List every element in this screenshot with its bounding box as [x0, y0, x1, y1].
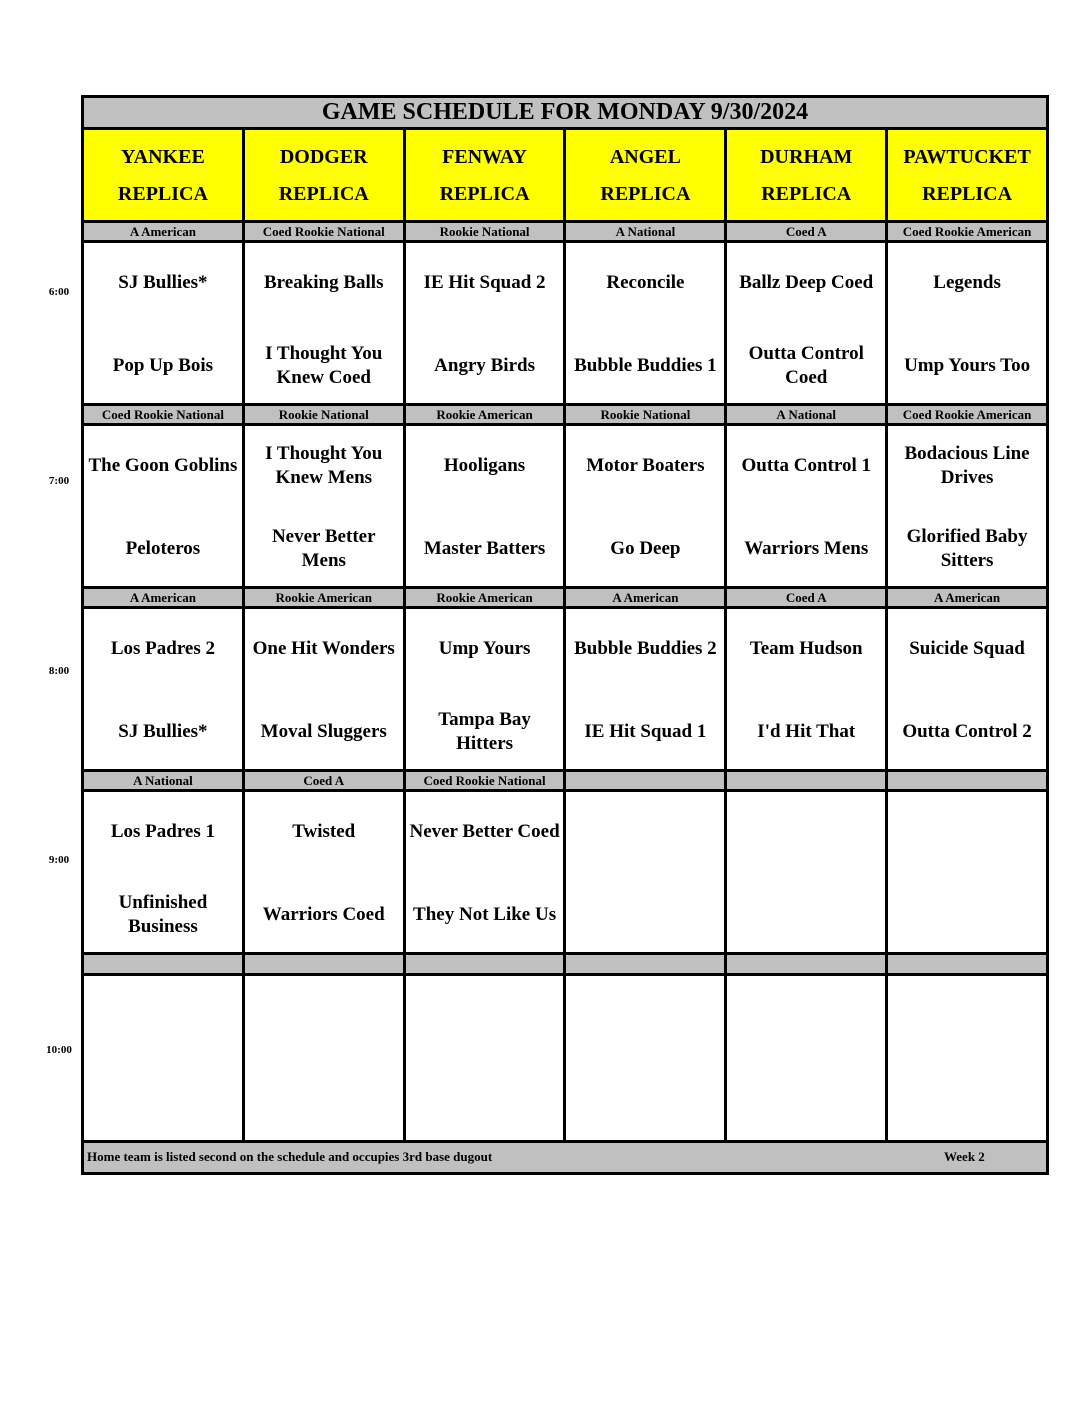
game-cell [243, 791, 404, 954]
away-team: Breaking Balls [264, 272, 384, 293]
time-label: 6:00 [48, 286, 70, 298]
away-team: Los Padres 1 [110, 821, 215, 842]
game-cell [243, 425, 404, 588]
field-header [565, 129, 726, 222]
away-team: Legends [933, 272, 1001, 293]
division-row [83, 771, 1048, 791]
time-label: 10:00 [46, 1044, 72, 1056]
home-team: Angry Birds [434, 355, 535, 376]
away-team: Reconcile [606, 272, 685, 293]
game-row [83, 242, 1048, 405]
footer-cell [83, 1142, 1048, 1174]
empty-game-cell [404, 975, 565, 1142]
game-slots [83, 222, 1048, 954]
game-cell [83, 608, 244, 771]
home-team: Outta Control Coed [748, 343, 864, 388]
home-team [727, 885, 885, 945]
home-team: I'd Hit That [757, 721, 856, 742]
field-sub: REPLICA [761, 182, 852, 205]
game-cell [243, 242, 404, 405]
field-sub: REPLICA [117, 182, 208, 205]
schedule-title: GAME SCHEDULE FOR MONDAY 9/30/2024 [83, 97, 1048, 129]
time-label: 8:00 [48, 665, 70, 677]
home-team [888, 885, 1046, 945]
division-row [83, 222, 1048, 242]
division-label: Rookie American [404, 405, 565, 425]
game-cell [83, 791, 244, 954]
away-team: I Thought You Knew Mens [265, 443, 383, 488]
divider-cell [565, 954, 726, 975]
division-label: Rookie National [404, 222, 565, 242]
empty-game-cell [243, 975, 404, 1142]
division-label: Coed Rookie National [83, 405, 244, 425]
empty-game-cell [565, 975, 726, 1142]
game-row [83, 608, 1048, 771]
home-team: Bubble Buddies 1 [574, 355, 717, 376]
footer-note: Home team is listed second on the schedule and occupies 3rd base dugout [87, 1149, 493, 1164]
empty-game-cell [887, 975, 1048, 1142]
division-row [83, 588, 1048, 608]
division-label: Coed Rookie American [887, 222, 1048, 242]
field-header [726, 129, 887, 222]
division-label: Coed Rookie National [243, 222, 404, 242]
division-label: Rookie National [243, 405, 404, 425]
home-team: Peloteros [125, 538, 201, 559]
game-cell [726, 425, 887, 588]
away-team: Twisted [292, 821, 356, 842]
away-team: Team Hudson [749, 638, 863, 659]
division-label: Rookie American [243, 588, 404, 608]
game-cell [243, 608, 404, 771]
division-label: Coed Rookie National [404, 771, 565, 791]
empty-game-cell [83, 975, 244, 1142]
home-team: Warriors Coed [262, 904, 385, 925]
week-label: Week 2 [944, 1149, 985, 1164]
field-name: FENWAY [442, 145, 527, 168]
field-header [404, 129, 565, 222]
division-label: A National [726, 405, 887, 425]
schedule-sheet [81, 95, 1049, 1175]
game-cell [404, 242, 565, 405]
divider-cell [726, 954, 887, 975]
empty-game-cell [726, 975, 887, 1142]
divider-cell [83, 954, 244, 975]
away-team: Never Better Coed [409, 821, 560, 842]
division-label: Coed A [726, 222, 887, 242]
away-team [727, 802, 885, 862]
away-team: Suicide Squad [909, 638, 1025, 659]
division-label: Rookie American [404, 588, 565, 608]
field-sub: REPLICA [278, 182, 369, 205]
division-label: Coed A [243, 771, 404, 791]
home-team: Go Deep [610, 538, 681, 559]
game-cell [887, 242, 1048, 405]
home-team: Never Better Mens [271, 526, 376, 571]
division-label: Coed Rookie American [887, 405, 1048, 425]
game-cell [404, 791, 565, 954]
home-team: SJ Bullies* [118, 721, 208, 742]
home-team: They Not Like Us [413, 904, 557, 925]
field-header [887, 129, 1048, 222]
home-team: Warriors Mens [744, 538, 869, 559]
away-team: Motor Boaters [586, 455, 705, 476]
field-sub: REPLICA [922, 182, 1013, 205]
game-cell [726, 242, 887, 405]
home-team: Master Batters [423, 538, 546, 559]
home-team: I Thought You Knew Coed [265, 343, 383, 388]
home-team: Tampa Bay Hitters [438, 709, 531, 754]
empty-slot-row [83, 975, 1048, 1142]
game-cell [887, 425, 1048, 588]
game-cell [565, 425, 726, 588]
away-team: IE Hit Squad 2 [423, 272, 546, 293]
home-team: Pop Up Bois [112, 355, 214, 376]
home-team: Unfinished Business [118, 892, 208, 937]
field-name: DODGER [279, 145, 368, 168]
field-sub: REPLICA [600, 182, 691, 205]
schedule-table [81, 95, 1049, 1175]
game-cell [887, 791, 1048, 954]
home-team [566, 885, 724, 945]
division-label: A American [83, 588, 244, 608]
division-label: A American [565, 588, 726, 608]
field-name: ANGEL [609, 145, 681, 168]
home-team: Ump Yours Too [904, 355, 1031, 376]
away-team: SJ Bullies* [118, 272, 208, 293]
game-cell [726, 791, 887, 954]
game-cell [83, 242, 244, 405]
game-cell [565, 242, 726, 405]
home-team: IE Hit Squad 1 [584, 721, 707, 742]
game-cell [404, 425, 565, 588]
away-team [566, 802, 724, 862]
away-team: Ballz Deep Coed [739, 272, 874, 293]
field-name: YANKEE [121, 145, 205, 168]
field-header-row [83, 129, 1048, 222]
game-row [83, 791, 1048, 954]
game-cell [404, 608, 565, 771]
division-label: A American [887, 588, 1048, 608]
time-label: 9:00 [48, 854, 70, 866]
field-header [243, 129, 404, 222]
home-team: Outta Control 2 [902, 721, 1032, 742]
field-header [83, 129, 244, 222]
away-team: Hooligans [443, 455, 526, 476]
spacer-row [83, 954, 1048, 975]
time-label: 7:00 [48, 475, 70, 487]
away-team: Bubble Buddies 2 [574, 638, 717, 659]
footer-row [83, 1142, 1048, 1174]
home-team: Moval Sluggers [260, 721, 387, 742]
away-team [888, 802, 1046, 862]
field-name: DURHAM [760, 145, 853, 168]
game-cell [887, 608, 1048, 771]
division-row [83, 405, 1048, 425]
away-team: Los Padres 2 [110, 638, 215, 659]
title-row [83, 97, 1048, 129]
division-label: A National [565, 222, 726, 242]
field-sub: REPLICA [439, 182, 530, 205]
division-label [887, 771, 1048, 791]
field-name: PAWTUCKET [903, 145, 1031, 168]
division-label: Rookie National [565, 405, 726, 425]
divider-cell [887, 954, 1048, 975]
game-cell [565, 608, 726, 771]
divider-cell [404, 954, 565, 975]
away-team: One Hit Wonders [252, 638, 395, 659]
game-cell [726, 608, 887, 771]
divider-cell [243, 954, 404, 975]
division-label [726, 771, 887, 791]
away-team: Outta Control 1 [741, 455, 871, 476]
home-team: Glorified Baby Sitters [906, 526, 1028, 571]
division-label: A American [83, 222, 244, 242]
division-label: A National [83, 771, 244, 791]
away-team: Ump Yours [438, 638, 531, 659]
division-label: Coed A [726, 588, 887, 608]
game-cell [565, 791, 726, 954]
away-team: Bodacious Line Drives [904, 443, 1030, 488]
away-team: The Goon Goblins [88, 455, 238, 476]
game-row [83, 425, 1048, 588]
game-cell [83, 425, 244, 588]
division-label [565, 771, 726, 791]
